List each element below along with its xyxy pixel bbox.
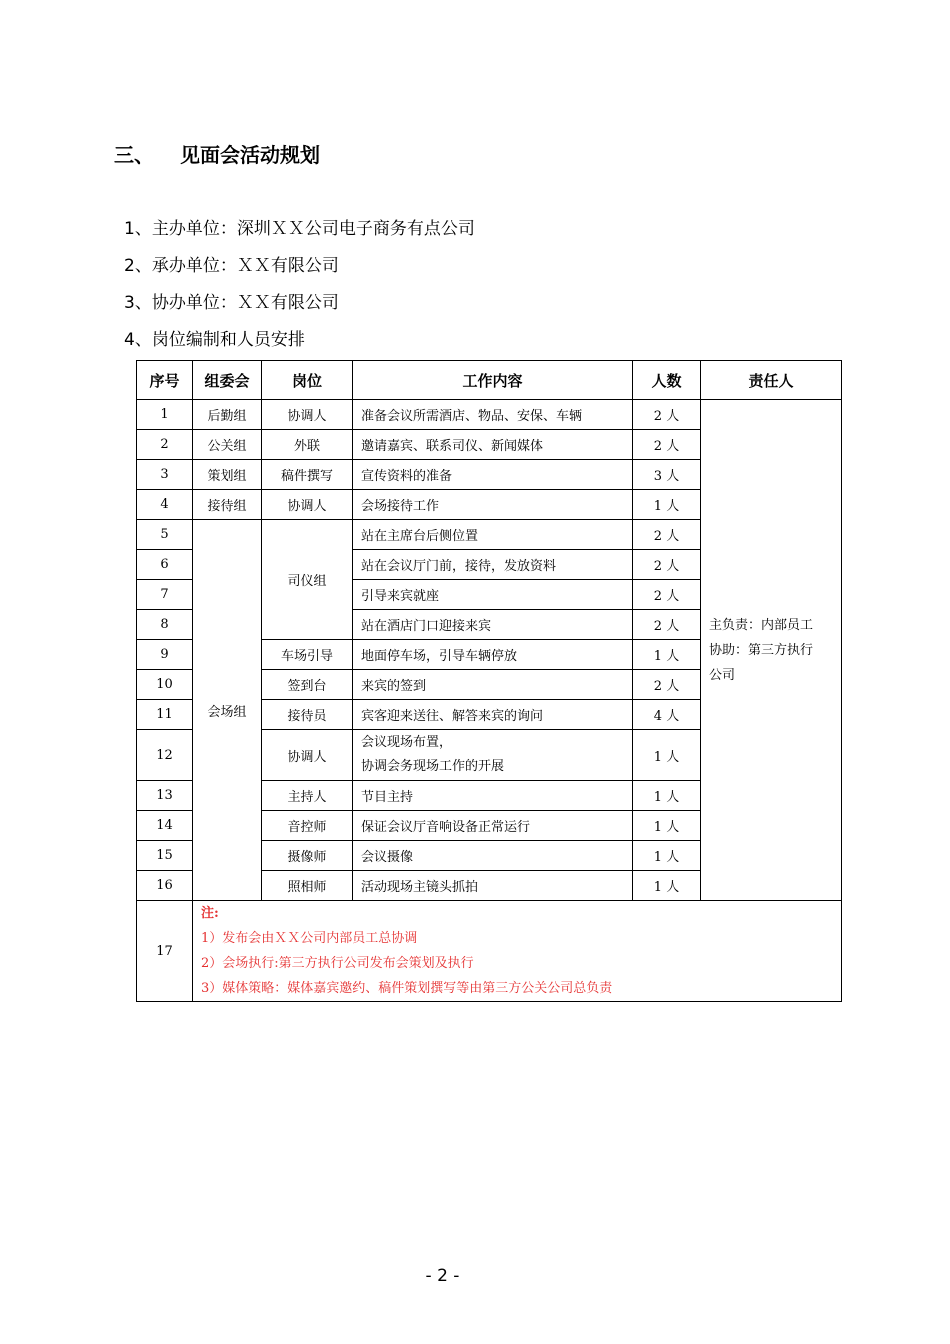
row-post: 接待员 (262, 700, 353, 730)
row-count: 1 人 (633, 730, 701, 781)
row-task: 站在酒店门口迎接来宾 (353, 610, 633, 640)
row-post: 主持人 (262, 781, 353, 811)
row-task: 节目主持 (353, 781, 633, 811)
table-header-row (137, 361, 842, 400)
row-no: 3 (137, 460, 193, 490)
row-task: 宣传资料的准备 (353, 460, 633, 490)
row-no: 8 (137, 610, 193, 640)
row-post: 车场引导 (262, 640, 353, 670)
row-no: 10 (137, 670, 193, 700)
row-no: 9 (137, 640, 193, 670)
responsible-line: 协助：第三方执行 (709, 642, 814, 658)
note-line: 3）媒体策略：媒体嘉宾邀约、稿件策划撰写等由第三方公关公司总负责 (201, 981, 613, 996)
row-group: 接待组 (193, 490, 262, 520)
note-line: 1）发布会由ＸＸ公司内部员工总协调 (201, 931, 418, 946)
header-responsible: 责任人 (701, 361, 842, 400)
venue-group-cell: 会场组 (193, 520, 262, 901)
notes-row (137, 901, 842, 1002)
row-task: 准备会议所需酒店、物品、安保、车辆 (353, 400, 633, 430)
row-no: 13 (137, 781, 193, 811)
header-post: 岗位 (262, 361, 353, 400)
row-count: 2 人 (633, 610, 701, 640)
list-item-organizer: 1、主办单位：深圳ＸＸ公司电子商务有点公司 (124, 219, 475, 239)
row-count: 1 人 (633, 640, 701, 670)
row-post: 照相师 (262, 871, 353, 901)
row-post: 协调人 (262, 490, 353, 520)
row-post: 签到台 (262, 670, 353, 700)
responsible-cell (701, 400, 842, 901)
list-item-staffing: 4、岗位编制和人员安排 (124, 330, 305, 350)
row-no: 2 (137, 430, 193, 460)
note-line: 2）会场执行:第三方执行公司发布会策划及执行 (201, 956, 474, 971)
row-count: 1 人 (633, 781, 701, 811)
row-task: 宾客迎来送往、解答来宾的询问 (353, 700, 633, 730)
section-number: 三、 (114, 143, 154, 167)
section-title: 见面会活动规划 (180, 143, 320, 167)
row-task: 邀请嘉宾、联系司仪、新闻媒体 (353, 430, 633, 460)
section-heading (114, 139, 320, 168)
responsible-line: 公司 (709, 667, 736, 683)
row-post: 摄像师 (262, 841, 353, 871)
row-post: 外联 (262, 430, 353, 460)
row-count: 2 人 (633, 670, 701, 700)
task-line: 会议现场布置， (361, 735, 453, 750)
row-no: 17 (137, 901, 193, 1002)
row-no: 1 (137, 400, 193, 430)
row-count: 2 人 (633, 550, 701, 580)
row-task: 来宾的签到 (353, 670, 633, 700)
header-count: 人数 (633, 361, 701, 400)
header-no: 序号 (137, 361, 193, 400)
row-task: 会议摄像 (353, 841, 633, 871)
row-task: 活动现场主镜头抓拍 (353, 871, 633, 901)
notes-cell (193, 901, 842, 1002)
page-number: - 2 - (425, 1266, 460, 1286)
header-task: 工作内容 (353, 361, 633, 400)
row-post: 音控师 (262, 811, 353, 841)
task-line: 协调会务现场工作的开展 (361, 759, 505, 774)
row-count: 1 人 (633, 490, 701, 520)
row-no: 7 (137, 580, 193, 610)
row-no: 6 (137, 550, 193, 580)
row-task: 站在主席台后侧位置 (353, 520, 633, 550)
row-group: 后勤组 (193, 400, 262, 430)
row-count: 4 人 (633, 700, 701, 730)
row-count: 2 人 (633, 580, 701, 610)
row-count: 3 人 (633, 460, 701, 490)
row-no: 14 (137, 811, 193, 841)
responsible-line: 主负责：内部员工 (709, 617, 814, 633)
staffing-table (136, 360, 842, 1002)
row-count: 2 人 (633, 400, 701, 430)
row-group: 策划组 (193, 460, 262, 490)
row-task: 地面停车场，引导车辆停放 (353, 640, 633, 670)
row-no: 5 (137, 520, 193, 550)
row-task: 站在会议厅门前，接待，发放资料 (353, 550, 633, 580)
row-no: 4 (137, 490, 193, 520)
row-count: 2 人 (633, 430, 701, 460)
row-count: 1 人 (633, 811, 701, 841)
row-no: 15 (137, 841, 193, 871)
list-item-contractor: 2、承办单位：ＸＸ有限公司 (124, 256, 339, 276)
row-no: 12 (137, 730, 193, 781)
row-task: 保证会议厅音响设备正常运行 (353, 811, 633, 841)
table-row (137, 400, 842, 430)
row-group: 公关组 (193, 430, 262, 460)
row-post: 协调人 (262, 400, 353, 430)
row-count: 1 人 (633, 871, 701, 901)
row-post: 协调人 (262, 730, 353, 781)
header-group: 组委会 (193, 361, 262, 400)
list-item-co-organizer: 3、协办单位：ＸＸ有限公司 (124, 293, 339, 313)
row-task: 会场接待工作 (353, 490, 633, 520)
mc-post-cell: 司仪组 (262, 520, 353, 640)
row-no: 11 (137, 700, 193, 730)
row-count: 2 人 (633, 520, 701, 550)
row-task: 引导来宾就座 (353, 580, 633, 610)
row-post: 稿件撰写 (262, 460, 353, 490)
row-count: 1 人 (633, 841, 701, 871)
row-task (353, 730, 633, 781)
notes-title: 注: (201, 906, 219, 921)
row-no: 16 (137, 871, 193, 901)
